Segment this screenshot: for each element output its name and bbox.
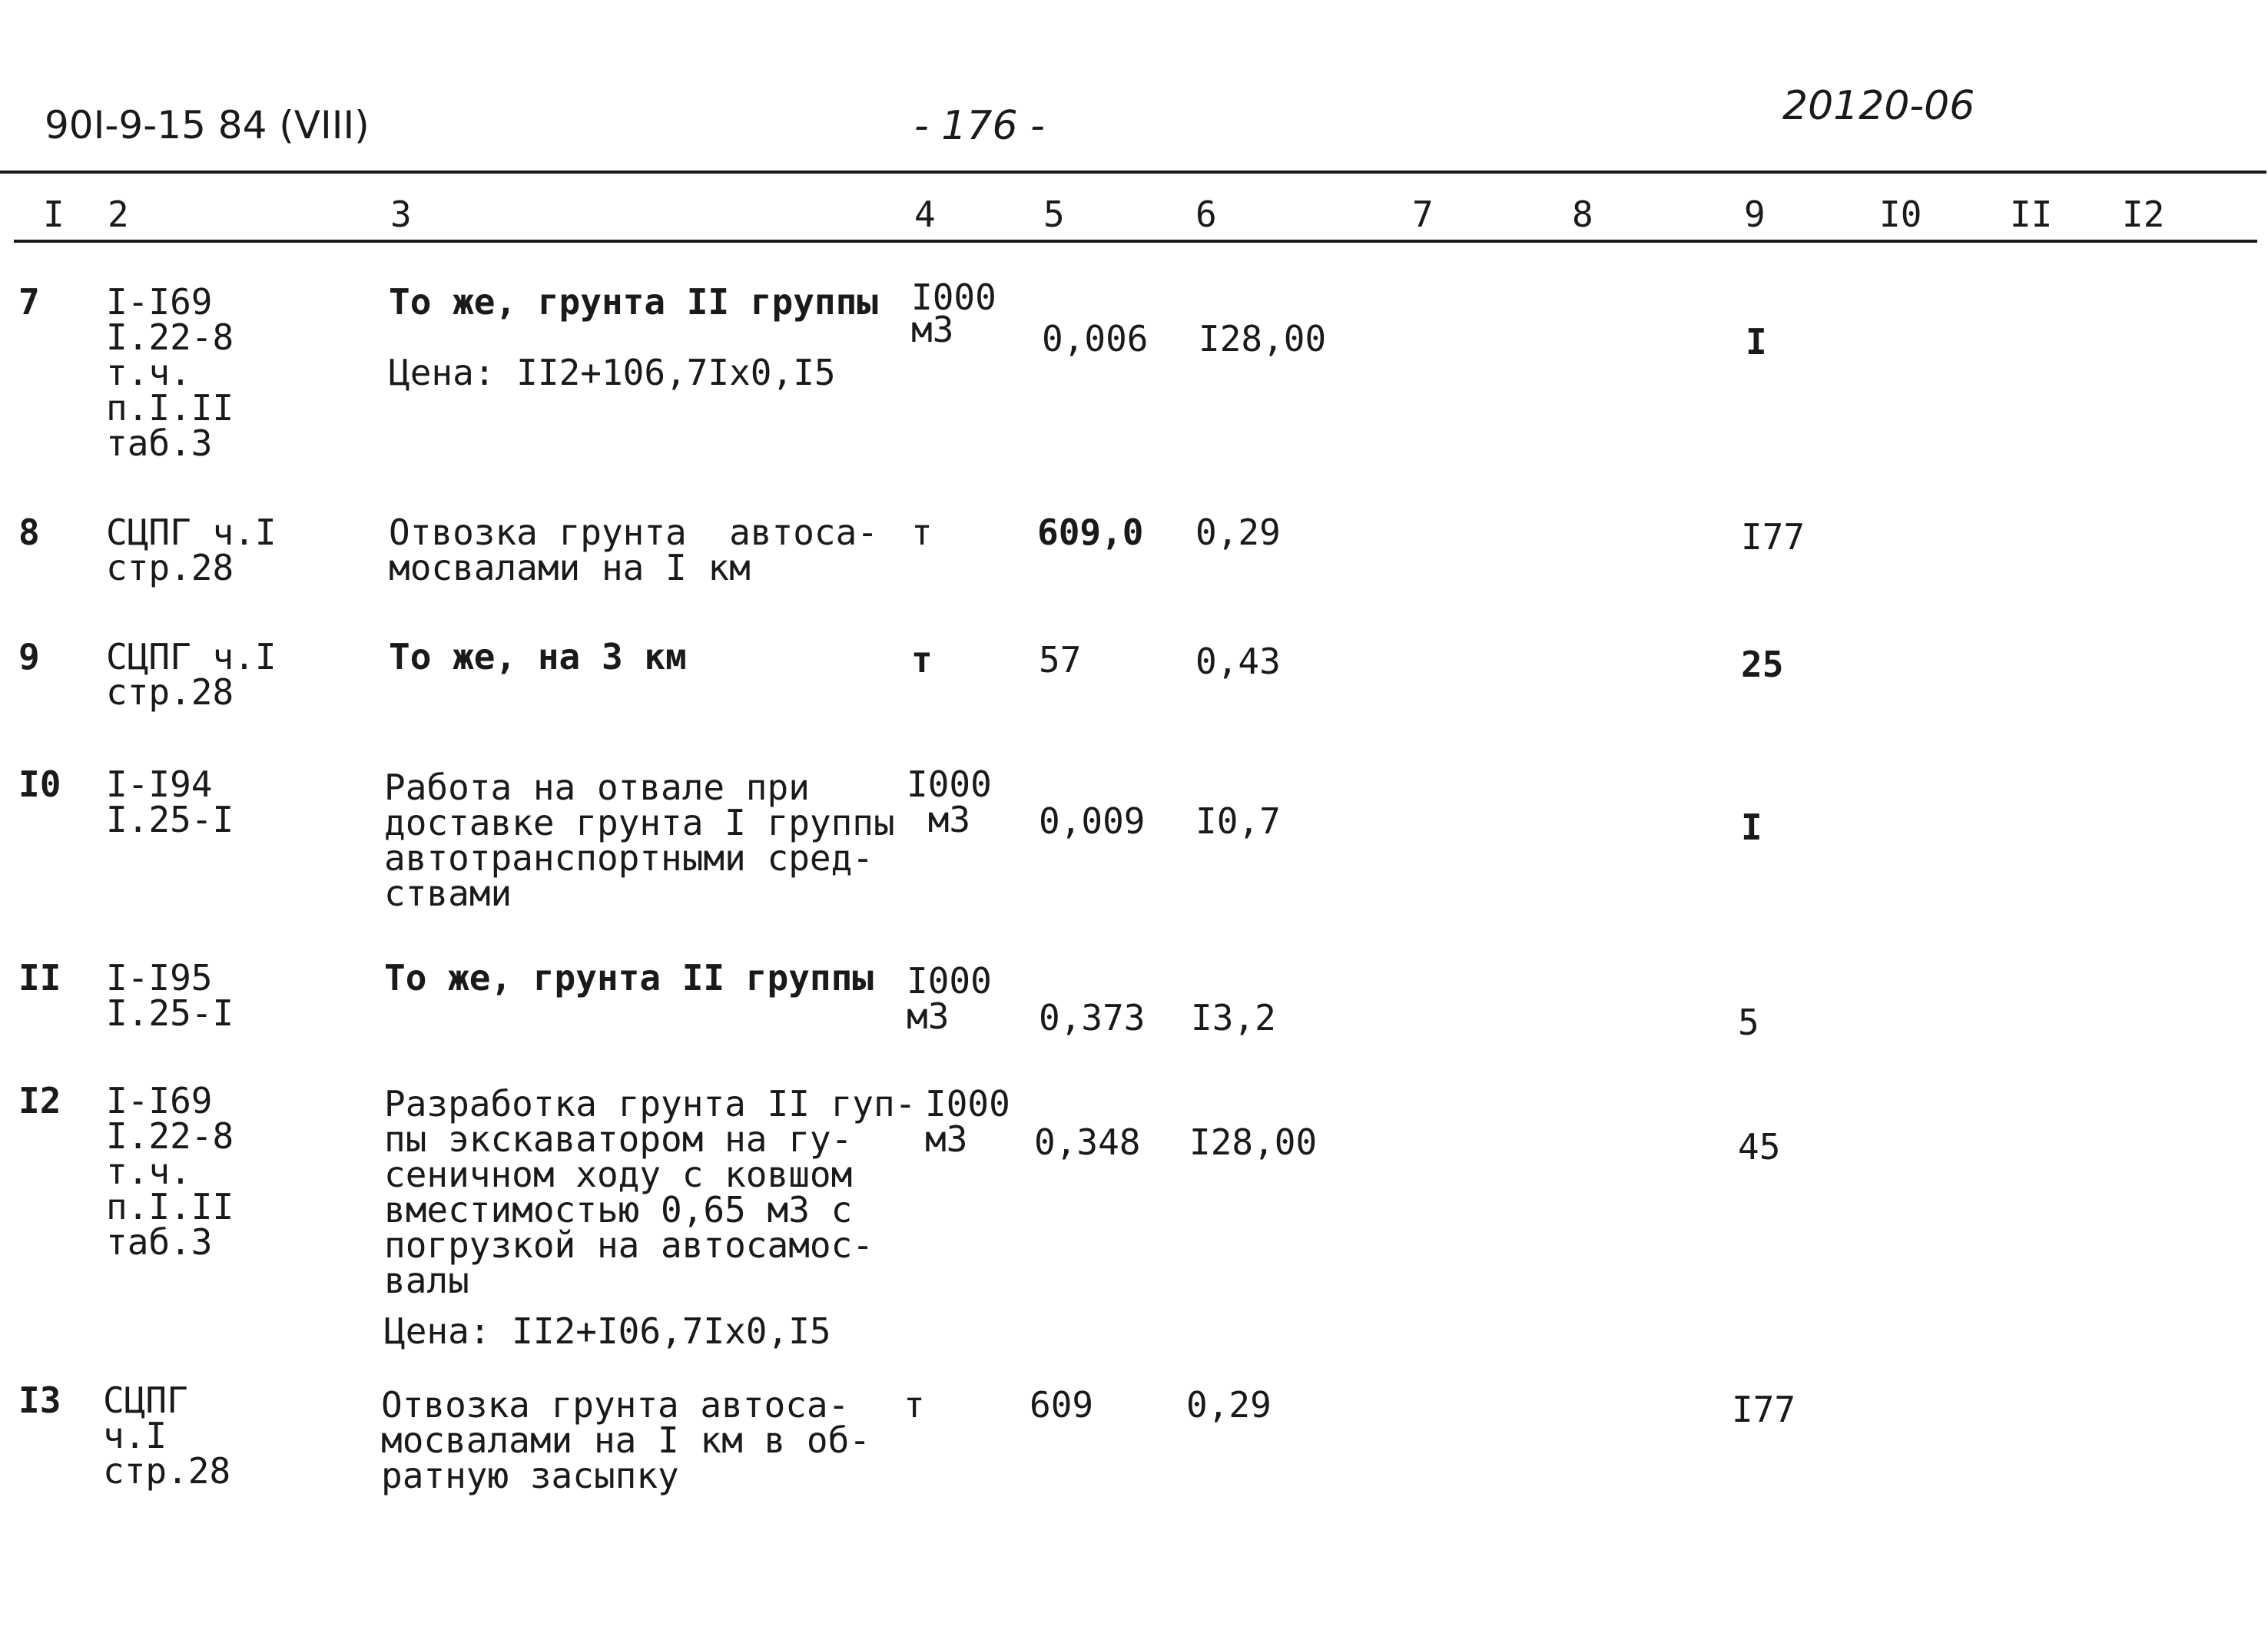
work-description: Работа на отвале при доставке грунта I группы автотранспортными сред- ствами [384, 767, 895, 914]
column-number: I2 [2122, 194, 2165, 235]
quantity: 0,373 [1039, 997, 1146, 1038]
row-number: 8 [18, 512, 40, 553]
row-number: I3 [18, 1380, 61, 1421]
unit-rate: 0,29 [1195, 512, 1281, 553]
unit-of-measure: т [904, 1384, 925, 1426]
total-cost: I77 [1732, 1389, 1796, 1430]
unit-rate: I28,00 [1189, 1121, 1318, 1163]
column-number: 3 [390, 194, 412, 235]
total-cost: 25 [1741, 644, 1784, 685]
work-description: То же, на 3 км [389, 636, 687, 677]
column-number: 7 [1412, 194, 1434, 235]
quantity: 57 [1039, 639, 1082, 681]
norm-reference: СЦПГ ч.I стр.28 [106, 512, 277, 588]
work-description: Отвозка грунта автоса- мосвалами на I км в об- ратную засыпку [381, 1384, 870, 1496]
unit-of-measure: I000 м3 [925, 1083, 1010, 1160]
quantity: 0,006 [1042, 318, 1149, 359]
quantity: 0,009 [1039, 800, 1146, 842]
unit-of-measure: т [911, 512, 933, 553]
row-number: I2 [18, 1080, 61, 1121]
column-number: 9 [1744, 194, 1766, 235]
quantity: 609 [1030, 1384, 1094, 1426]
unit-of-measure: I000 м3 [907, 960, 992, 1037]
norm-reference: I-I69 I.22-8 т.ч. п.I.II таб.3 [106, 281, 234, 464]
header-bottom-rule [14, 240, 2257, 243]
total-cost: 5 [1738, 1002, 1759, 1043]
row-number: I0 [18, 764, 61, 805]
page-number: - 176 - [914, 103, 1045, 149]
unit-rate: 0,43 [1195, 641, 1281, 682]
norm-reference: СЦПГ ч.I стр.28 [106, 636, 277, 713]
quantity: 0,348 [1034, 1121, 1141, 1163]
price-formula: Цена: II2+106,7Ix0,I5 [389, 352, 836, 393]
work-description: То же, грунта II группы [384, 957, 874, 999]
column-number: 5 [1043, 194, 1065, 235]
work-description: Отвозка грунта автоса- мосвалами на I км [389, 512, 878, 588]
unit-of-measure: I000 м3 [911, 277, 996, 350]
unit-rate: I3,2 [1191, 997, 1276, 1038]
row-number: 7 [18, 281, 40, 323]
price-formula: Цена: II2+I06,7Ix0,I5 [384, 1310, 831, 1352]
document-code: 90I-9-15 84 (VIII) [45, 103, 370, 147]
work-description: То же, грунта II группы [389, 281, 878, 323]
norm-reference: I-I69 I.22-8 т.ч. п.I.II таб.3 [106, 1080, 234, 1263]
total-cost: 45 [1738, 1126, 1781, 1168]
norm-reference: СЦПГ ч.I стр.28 [103, 1380, 231, 1492]
column-number: 8 [1572, 194, 1593, 235]
row-number: II [18, 957, 61, 999]
unit-rate: 0,29 [1186, 1384, 1272, 1426]
total-cost: I77 [1741, 516, 1805, 558]
column-number: I [43, 194, 65, 235]
row-number: 9 [18, 636, 40, 677]
table-top-rule [0, 171, 2266, 174]
column-number: II [2010, 194, 2053, 235]
unit-of-measure: I000 м3 [907, 764, 992, 840]
document-number: 20120-06 [1782, 83, 1975, 129]
unit-of-measure: т [911, 639, 933, 681]
total-cost: I [1741, 807, 1762, 848]
norm-reference: I-I94 I.25-I [106, 764, 234, 840]
quantity: 609,0 [1037, 512, 1144, 553]
norm-reference: I-I95 I.25-I [106, 957, 234, 1034]
unit-rate: I28,00 [1199, 318, 1327, 359]
unit-rate: I0,7 [1195, 800, 1281, 842]
column-number: 2 [108, 194, 129, 235]
work-description: Разработка грунта II гуп- пы экскаватором на гу- сеничном ходу с ковшом вместимостью 0,65 м3 с погрузкой на автосамос- валы [384, 1083, 917, 1301]
total-cost: I [1746, 321, 1767, 363]
column-number: 4 [914, 194, 936, 235]
column-number: I0 [1879, 194, 1922, 235]
column-number: 6 [1195, 194, 1217, 235]
